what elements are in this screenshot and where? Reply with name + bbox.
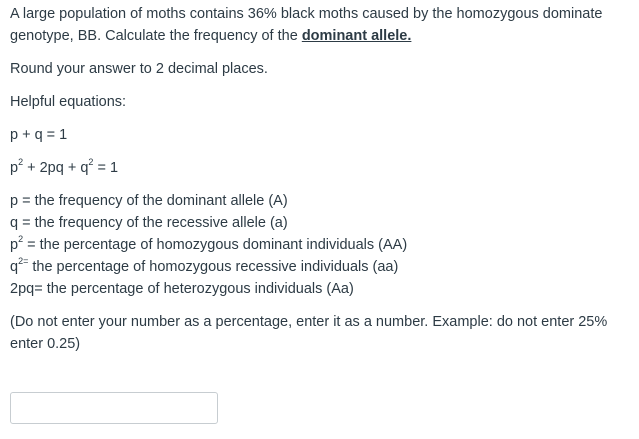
definition-p: p = the frequency of the dominant allele (A): [10, 193, 288, 209]
def-p2-exponent: 2: [18, 234, 24, 245]
question-intro-text: A large population of moths contains 36% black moths caused by the homozygous dominate genotype, BB. Calculate the frequency of the: [10, 6, 603, 44]
equation-hardy-weinberg: [10, 157, 632, 179]
definition-p-squared: [10, 234, 632, 256]
question-intro: [10, 3, 632, 47]
def-q2-text: the percentage of homozygous recessive individuals (aa): [28, 259, 399, 275]
helpful-equations-label: Helpful equations:: [10, 94, 127, 110]
definitions-block: [10, 190, 632, 300]
answer-input[interactable]: [10, 392, 218, 424]
eq-middle: + 2pq + q: [23, 160, 89, 176]
definition-q: q = the frequency of the recessive allele (a): [10, 215, 288, 231]
rounding-instruction: Round your answer to 2 decimal places.: [10, 61, 268, 77]
eq-q-exponent: 2: [88, 157, 94, 168]
definition-q-squared: [10, 256, 632, 278]
question-text: [10, 3, 632, 355]
definition-2pq: 2pq= the percentage of heterozygous individuals (Aa): [10, 281, 354, 297]
def-q2-base: q: [10, 259, 19, 275]
answer-format-note: (Do not enter your number as a percentage, enter it as a number. Example: do not enter 25% enter 0.25): [10, 314, 608, 352]
def-q2-exponent: 2=: [18, 256, 29, 267]
eq-tail: = 1: [93, 160, 119, 176]
eq-p-exponent: 2: [18, 157, 24, 168]
dominant-allele-emphasis: dominant allele.: [301, 28, 412, 44]
def-p2-base: p: [10, 237, 19, 253]
eq-p: p: [10, 160, 19, 176]
def-p2-text: = the percentage of homozygous dominant individuals (AA): [23, 237, 408, 253]
equation-p-plus-q: p + q = 1: [10, 127, 68, 143]
